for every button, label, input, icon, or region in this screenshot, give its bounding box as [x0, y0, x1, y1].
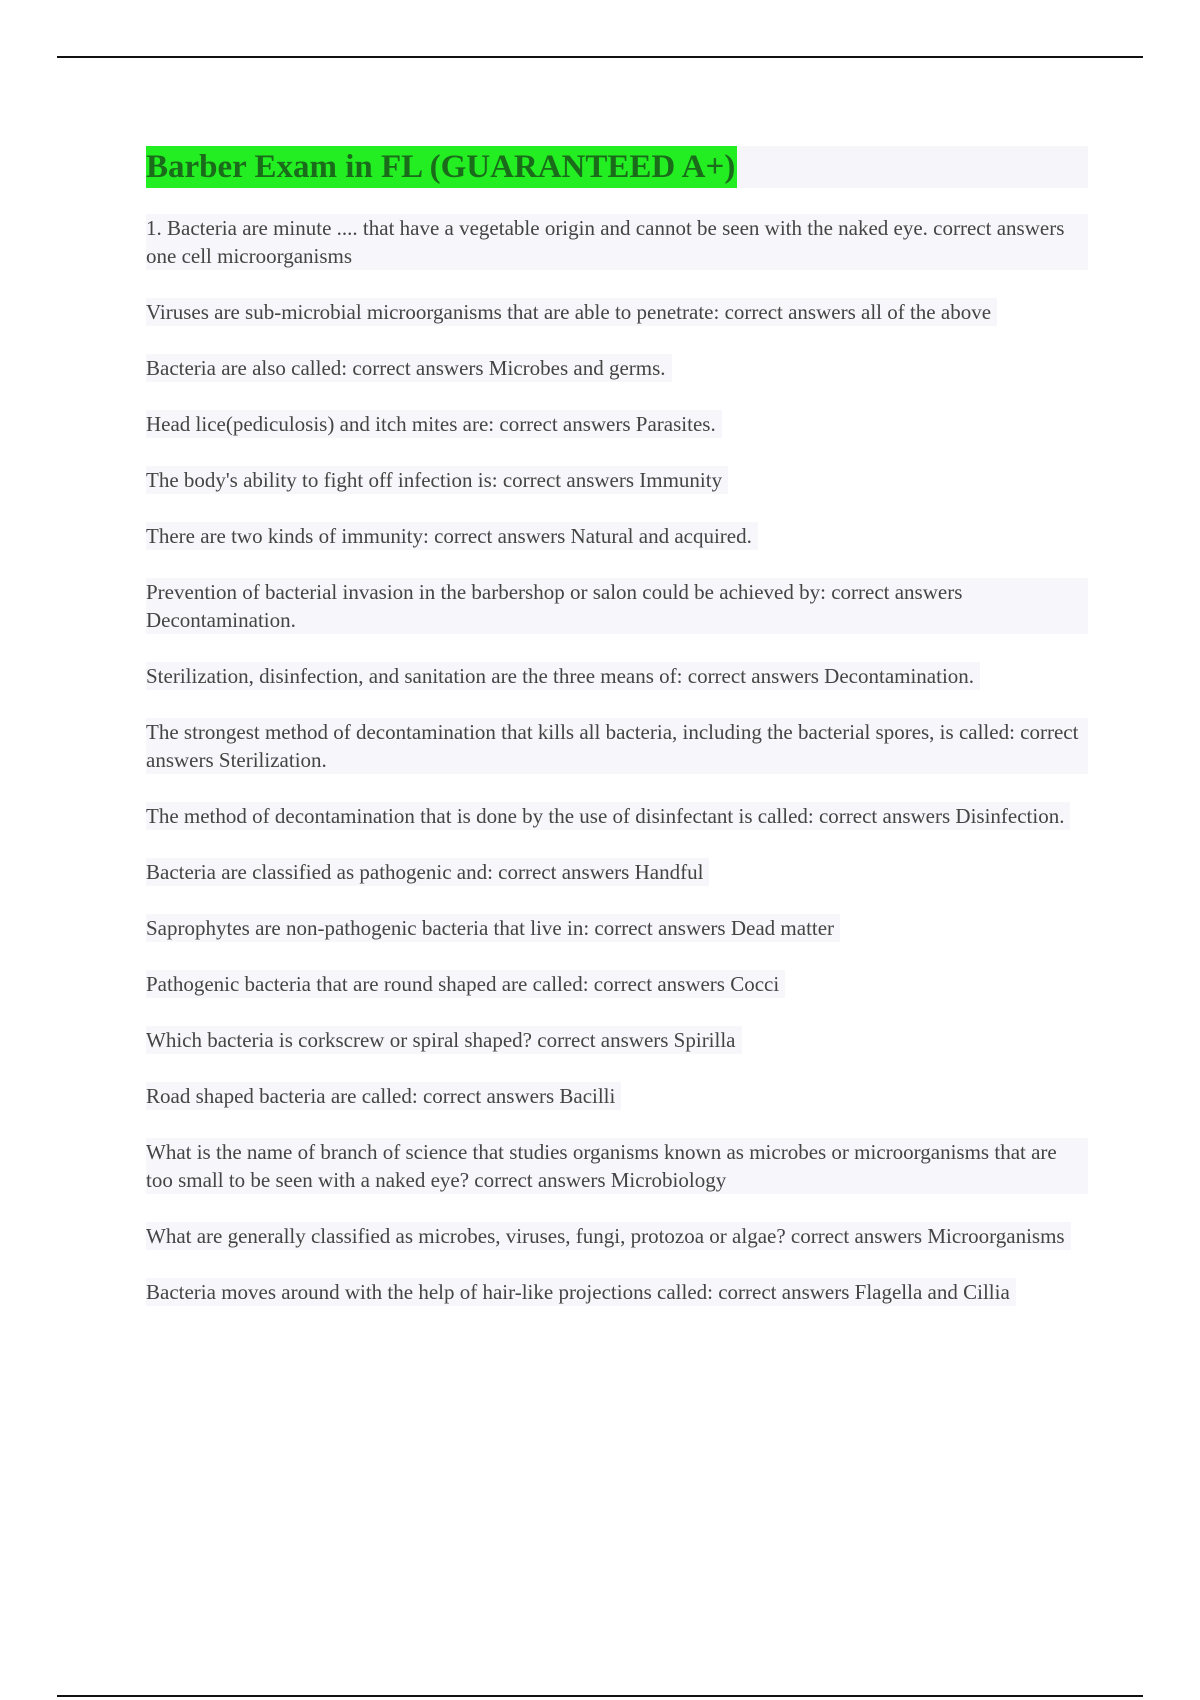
qa-item: Which bacteria is corkscrew or spiral shaped? correct answers Spirilla: [146, 1026, 742, 1054]
qa-item: What is the name of branch of science that studies organisms known as microbes or microorganisms that are too small to be seen with a naked eye? correct answers Microbiology: [146, 1138, 1088, 1194]
qa-item: 1. Bacteria are minute .... that have a vegetable origin and cannot be seen with the naked eye. correct answers one cell microorganisms: [146, 214, 1088, 270]
title-band: [146, 146, 1088, 188]
qa-item: The body's ability to fight off infection is: correct answers Immunity: [146, 466, 728, 494]
qa-item: Prevention of bacterial invasion in the barbershop or salon could be achieved by: correct answers Decontamination.: [146, 578, 1088, 634]
question-answer-list: [146, 214, 1088, 1306]
qa-item: The strongest method of decontamination that kills all bacteria, including the bacterial spores, is called: correct answers Sterilization.: [146, 718, 1088, 774]
qa-item: Saprophytes are non-pathogenic bacteria that live in: correct answers Dead matter: [146, 914, 840, 942]
qa-item: Pathogenic bacteria that are round shaped are called: correct answers Cocci: [146, 970, 785, 998]
document-body: [146, 146, 1088, 1334]
page-top-rule: [57, 56, 1143, 58]
qa-item: There are two kinds of immunity: correct answers Natural and acquired.: [146, 522, 758, 550]
qa-item: Viruses are sub-microbial microorganisms that are able to penetrate: correct answers all of the above: [146, 298, 997, 326]
qa-item: Road shaped bacteria are called: correct answers Bacilli: [146, 1082, 621, 1110]
qa-item: Sterilization, disinfection, and sanitation are the three means of: correct answers Decontamination.: [146, 662, 980, 690]
qa-item: Head lice(pediculosis) and itch mites are: correct answers Parasites.: [146, 410, 722, 438]
qa-item: What are generally classified as microbes, viruses, fungi, protozoa or algae? correct answers Microorganisms: [146, 1222, 1071, 1250]
document-title: Barber Exam in FL (GUARANTEED A+): [146, 146, 737, 188]
qa-item: The method of decontamination that is done by the use of disinfectant is called: correct answers Disinfection.: [146, 802, 1070, 830]
qa-item: Bacteria moves around with the help of hair-like projections called: correct answers Flagella and Cillia: [146, 1278, 1016, 1306]
page-bottom-rule: [57, 1695, 1143, 1697]
qa-item: Bacteria are also called: correct answers Microbes and germs.: [146, 354, 672, 382]
qa-item: Bacteria are classified as pathogenic and: correct answers Handful: [146, 858, 709, 886]
